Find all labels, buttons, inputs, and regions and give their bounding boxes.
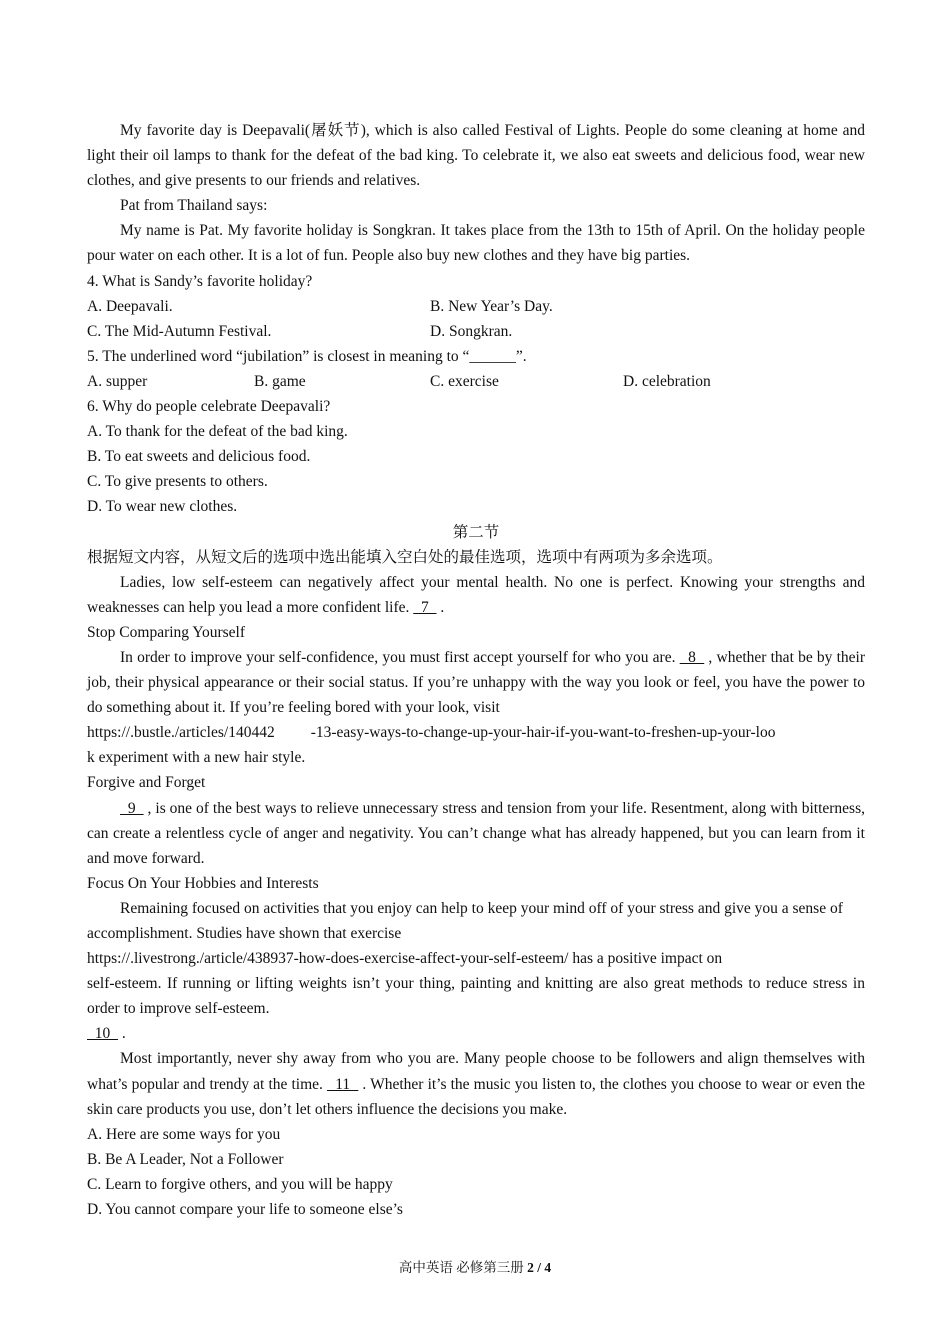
document-page	[87, 118, 865, 1222]
blank-9: 9	[120, 799, 144, 817]
url-bustle-part2: -13-easy-ways-to-change-up-your-hair-if-you-want-to-freshen-up-your-loo	[310, 724, 776, 742]
section-title: 第二节	[452, 523, 500, 541]
question-6-stem: 6. Why do people celebrate Deepavali?	[87, 398, 331, 416]
heading-stop-comparing: Stop Comparing Yourself	[87, 623, 246, 641]
option-b: B. Be A Leader, Not a Follower	[87, 1150, 284, 1168]
q5-option-c: C. exercise	[430, 372, 499, 390]
pat-paragraph: My name is Pat. My favorite holiday is Songkran. It takes place from the 13th to 15th of April. On the holiday people pour water on each other. It is a lot of fun. People also buy new clothes and they have big parties.	[87, 222, 865, 265]
section-instruction: 根据短文内容，从短文后的选项中选出能填入空白处的最佳选项，选项中有两项为多余选项。	[87, 548, 723, 566]
intro-text: Ladies, low self-esteem can negatively affect your mental health. No one is perfect. Knowing your strengths and weaknesses can help you lead a more confident life.	[87, 573, 865, 616]
heading-hobbies: Focus On Your Hobbies and Interests	[87, 874, 319, 892]
url-bustle-part1: https://.bustle./articles/140442	[87, 724, 275, 742]
url-livestrong: https://.livestrong./article/438937-how-does-exercise-affect-your-self-esteem/ has a positive impact on	[87, 950, 723, 968]
blank-10-line	[87, 1021, 865, 1046]
q5-option-b: B. game	[254, 372, 306, 390]
q4-option-a: A. Deepavali.	[87, 297, 173, 315]
blank-8: 8	[679, 648, 705, 666]
footer-text: 高中英语 必修第三册	[398, 1260, 528, 1275]
question-4-options	[87, 294, 865, 319]
heading-forgive: Forgive and Forget	[87, 774, 206, 792]
page-footer	[0, 1256, 950, 1276]
q6-option-c: C. To give presents to others.	[87, 473, 268, 491]
question-5-stem: 5. The underlined word “jubilation” is closest in meaning to “______”.	[87, 347, 527, 365]
paragraph-stop-comparing	[87, 645, 865, 720]
intro-paragraph	[87, 570, 865, 620]
question-4-stem: 4. What is Sandy’s favorite holiday?	[87, 272, 313, 290]
url-bustle-continued: k experiment with a new hair style.	[87, 749, 306, 767]
q6-option-a: A. To thank for the defeat of the bad king.	[87, 423, 348, 441]
q5-option-d: D. celebration	[623, 372, 711, 390]
blank-10: 10	[87, 1025, 118, 1043]
p1-text-b: , whether that be by their job, their physical appearance or their social status. If you’re unhappy with the way you look or feel, you have the power to do something about it. If you’re feeling bored with your look, visit	[87, 648, 866, 717]
blank-11: 11	[327, 1075, 359, 1093]
paragraph-forgive	[87, 796, 865, 871]
paragraph-hobbies-continued: self-esteem. If running or lifting weights isn’t your thing, painting and knitting are also great methods to reduce stress in order to improve self-esteem.	[87, 975, 865, 1018]
option-d: D. You cannot compare your life to someone else’s	[87, 1201, 403, 1219]
paragraph-leader	[87, 1046, 865, 1121]
p1-text-a: In order to improve your self-confidence, you must first accept yourself for who you are.	[120, 648, 680, 666]
option-a: A. Here are some ways for you	[87, 1125, 281, 1143]
q6-option-b: B. To eat sweets and delicious food.	[87, 448, 311, 466]
q4-option-b: B. New Year’s Day.	[430, 297, 553, 315]
sandy-paragraph: My favorite day is Deepavali(屠妖节), which is also called Festival of Lights. People do some cleaning at home and light their oil lamps to thank for the defeat of the bad king. To celebrate it, we also eat sweets and delicious food, wear new clothes, and give presents to our friends and relatives.	[87, 122, 865, 190]
q5-option-a: A. supper	[87, 372, 148, 390]
p4-text-a: Most importantly, never shy away from who you are. Many people choose to be followers and align themselves with what’s popular and trendy at the time.	[87, 1050, 865, 1093]
question-5-options	[87, 369, 865, 394]
intro-end: .	[436, 598, 445, 616]
p4-text-b: . Whether it’s the music you listen to, the clothes you choose to wear or even the skin care products you use, don’t let others influence the decisions you make.	[87, 1075, 865, 1118]
blank-10-end: .	[118, 1025, 126, 1043]
q6-option-d: D. To wear new clothes.	[87, 498, 238, 516]
pat-intro: Pat from Thailand says:	[120, 197, 268, 215]
question-4-options-2	[87, 319, 865, 344]
blank-7: 7	[413, 598, 437, 616]
page-number: 2 / 4	[527, 1260, 552, 1275]
url-bustle	[87, 720, 865, 745]
paragraph-hobbies: Remaining focused on activities that you enjoy can help to keep your mind off of your stress and give you a sense of accomplishment. Studies have shown that exercise	[87, 899, 843, 942]
q4-option-d: D. Songkran.	[430, 322, 513, 340]
p2-text: , is one of the best ways to relieve unnecessary stress and tension from your life. Resentment, along with bitterness, can create a relentless cycle of anger and negativity. You can’t change what has already happened, but you can learn from it and move forward.	[87, 799, 865, 867]
option-c: C. Learn to forgive others, and you will be happy	[87, 1175, 393, 1193]
q4-option-c: C. The Mid-Autumn Festival.	[87, 322, 272, 340]
